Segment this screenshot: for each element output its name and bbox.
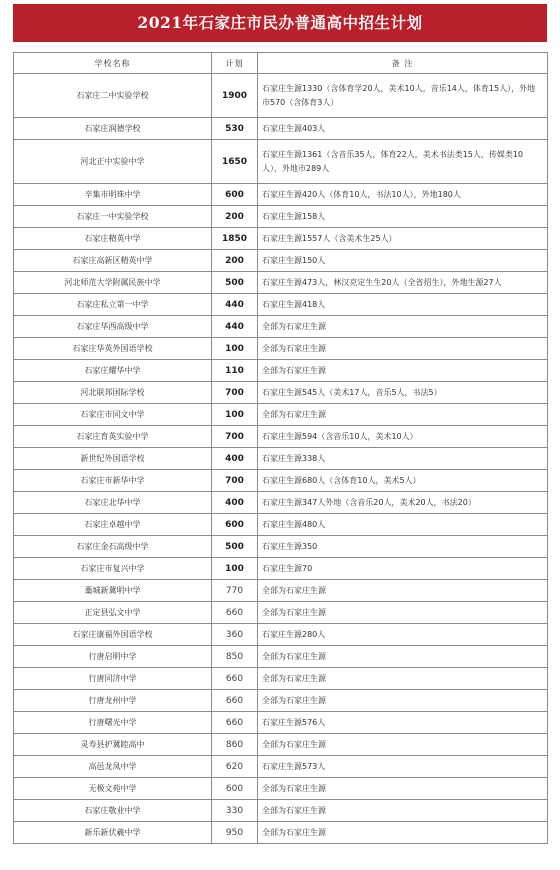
- school-name-cell: 石家庄润德学校: [14, 118, 212, 140]
- school-name-cell: 石家庄市复兴中学: [14, 558, 212, 580]
- school-name-cell: 无极文苑中学: [14, 778, 212, 800]
- table-row: [14, 250, 548, 272]
- table-row: [14, 74, 548, 118]
- note-cell: 石家庄生源573人: [258, 756, 548, 778]
- note-cell: 全部为石家庄生源: [258, 404, 548, 426]
- plan-count-cell: 850: [212, 646, 258, 668]
- plan-count-cell: 1900: [212, 74, 258, 118]
- note-cell: 石家庄生源150人: [258, 250, 548, 272]
- table-row: [14, 184, 548, 206]
- plan-count-cell: 600: [212, 778, 258, 800]
- plan-count-cell: 440: [212, 316, 258, 338]
- table-row: [14, 316, 548, 338]
- note-cell: 全部为石家庄生源: [258, 690, 548, 712]
- table-row: [14, 448, 548, 470]
- plan-count-cell: 600: [212, 514, 258, 536]
- school-name-cell: 石家庄耀华中学: [14, 360, 212, 382]
- note-cell: 全部为石家庄生源: [258, 338, 548, 360]
- school-name-cell: 行唐启明中学: [14, 646, 212, 668]
- note-cell: 石家庄生源158人: [258, 206, 548, 228]
- table-row: [14, 426, 548, 448]
- plan-count-cell: 100: [212, 558, 258, 580]
- table-row: [14, 624, 548, 646]
- table-row: [14, 404, 548, 426]
- school-name-cell: 石家庄育英实验中学: [14, 426, 212, 448]
- note-cell: 石家庄生源338人: [258, 448, 548, 470]
- note-cell: 石家庄生源680人（含体育10人，美术5人）: [258, 470, 548, 492]
- table-row: [14, 602, 548, 624]
- plan-count-cell: 100: [212, 404, 258, 426]
- table-row: [14, 228, 548, 250]
- plan-count-cell: 200: [212, 206, 258, 228]
- school-name-cell: 石家庄私立第一中学: [14, 294, 212, 316]
- note-cell: 全部为石家庄生源: [258, 602, 548, 624]
- plan-count-cell: 500: [212, 272, 258, 294]
- note-cell: 全部为石家庄生源: [258, 316, 548, 338]
- note-cell: 全部为石家庄生源: [258, 778, 548, 800]
- table-row: [14, 822, 548, 844]
- school-name-cell: 石家庄精英中学: [14, 228, 212, 250]
- note-cell: 全部为石家庄生源: [258, 668, 548, 690]
- school-name-cell: 石家庄高新区精英中学: [14, 250, 212, 272]
- plan-count-cell: 100: [212, 338, 258, 360]
- table-row: [14, 668, 548, 690]
- plan-count-cell: 440: [212, 294, 258, 316]
- enrollment-plan-table: [13, 52, 548, 844]
- table-row: [14, 800, 548, 822]
- table-row: [14, 294, 548, 316]
- note-cell: 石家庄生源1361（含音乐35人，体育22人，美术书法类15人，传媒类10人），外地市289人: [258, 140, 548, 184]
- plan-count-cell: 620: [212, 756, 258, 778]
- note-cell: 全部为石家庄生源: [258, 646, 548, 668]
- header-note: 备 注: [258, 53, 548, 74]
- table-row: [14, 382, 548, 404]
- note-cell: 石家庄生源403人: [258, 118, 548, 140]
- table-row: [14, 514, 548, 536]
- school-name-cell: 辛集市明珠中学: [14, 184, 212, 206]
- note-cell: 石家庄生源594（含音乐10人，美术10人）: [258, 426, 548, 448]
- plan-count-cell: 1850: [212, 228, 258, 250]
- school-name-cell: 河北联邦国际学校: [14, 382, 212, 404]
- school-name-cell: 石家庄敬业中学: [14, 800, 212, 822]
- table-row: [14, 536, 548, 558]
- school-name-cell: 行唐龙州中学: [14, 690, 212, 712]
- table-row: [14, 118, 548, 140]
- note-cell: 石家庄生源473人，林汉克定生生20人（全省招生），外地生源27人: [258, 272, 548, 294]
- table-row: [14, 690, 548, 712]
- note-cell: 石家庄生源70: [258, 558, 548, 580]
- table-row: [14, 360, 548, 382]
- school-name-cell: 河北正中实验中学: [14, 140, 212, 184]
- school-name-cell: 河北师范大学附属民族中学: [14, 272, 212, 294]
- table-body: [14, 74, 548, 844]
- note-cell: 石家庄生源480人: [258, 514, 548, 536]
- plan-count-cell: 1650: [212, 140, 258, 184]
- page-title: 2021年石家庄市民办普通高中招生计划: [13, 4, 547, 42]
- school-name-cell: 藁城新冀明中学: [14, 580, 212, 602]
- school-name-cell: 石家庄市同文中学: [14, 404, 212, 426]
- school-name-cell: 石家庄一中实验学校: [14, 206, 212, 228]
- note-cell: 石家庄生源545人（美术17人，音乐5人，书法5）: [258, 382, 548, 404]
- plan-count-cell: 200: [212, 250, 258, 272]
- plan-count-cell: 530: [212, 118, 258, 140]
- school-name-cell: 石家庄市新华中学: [14, 470, 212, 492]
- table-row: [14, 558, 548, 580]
- table-row: [14, 140, 548, 184]
- header-plan: 计划: [212, 53, 258, 74]
- school-name-cell: 新世纪外国语学校: [14, 448, 212, 470]
- table-row: [14, 756, 548, 778]
- plan-count-cell: 700: [212, 426, 258, 448]
- note-cell: 石家庄生源1557人（含美术生25人）: [258, 228, 548, 250]
- table-row: [14, 272, 548, 294]
- plan-count-cell: 770: [212, 580, 258, 602]
- table-row: [14, 338, 548, 360]
- note-cell: 石家庄生源418人: [258, 294, 548, 316]
- plan-count-cell: 660: [212, 668, 258, 690]
- table-row: [14, 734, 548, 756]
- note-cell: 石家庄生源280人: [258, 624, 548, 646]
- plan-count-cell: 700: [212, 470, 258, 492]
- note-cell: 全部为石家庄生源: [258, 822, 548, 844]
- plan-count-cell: 860: [212, 734, 258, 756]
- table-header-row: [14, 53, 548, 74]
- plan-count-cell: 500: [212, 536, 258, 558]
- header-school: 学校名称: [14, 53, 212, 74]
- table-row: [14, 712, 548, 734]
- table-row: [14, 580, 548, 602]
- school-name-cell: 灵寿县护冀睦高中: [14, 734, 212, 756]
- plan-count-cell: 600: [212, 184, 258, 206]
- note-cell: 全部为石家庄生源: [258, 580, 548, 602]
- plan-count-cell: 660: [212, 712, 258, 734]
- school-name-cell: 高邑龙凤中学: [14, 756, 212, 778]
- note-cell: 石家庄生源347人外地（含音乐20人，美术20人，书法20）: [258, 492, 548, 514]
- school-name-cell: 石家庄康福外国语学校: [14, 624, 212, 646]
- school-name-cell: 石家庄卓越中学: [14, 514, 212, 536]
- plan-count-cell: 950: [212, 822, 258, 844]
- note-cell: 石家庄生源1330（含体育学20人，美术10人，音乐14人，体育15人），外地市570（含体育3人）: [258, 74, 548, 118]
- plan-count-cell: 330: [212, 800, 258, 822]
- table-row: [14, 646, 548, 668]
- school-name-cell: 新乐新伏羲中学: [14, 822, 212, 844]
- note-cell: 全部为石家庄生源: [258, 360, 548, 382]
- table-row: [14, 778, 548, 800]
- note-cell: 全部为石家庄生源: [258, 800, 548, 822]
- plan-count-cell: 700: [212, 382, 258, 404]
- school-name-cell: 石家庄北华中学: [14, 492, 212, 514]
- note-cell: 石家庄生源350: [258, 536, 548, 558]
- school-name-cell: 行唐同济中学: [14, 668, 212, 690]
- plan-count-cell: 110: [212, 360, 258, 382]
- school-name-cell: 石家庄金石高级中学: [14, 536, 212, 558]
- school-name-cell: 石家庄华西高级中学: [14, 316, 212, 338]
- school-name-cell: 正定县弘文中学: [14, 602, 212, 624]
- table-row: [14, 470, 548, 492]
- note-cell: 石家庄生源576人: [258, 712, 548, 734]
- school-name-cell: 行唐曙光中学: [14, 712, 212, 734]
- plan-count-cell: 400: [212, 448, 258, 470]
- plan-count-cell: 660: [212, 690, 258, 712]
- note-cell: 石家庄生源420人（体育10人，书法10人），外地180人: [258, 184, 548, 206]
- plan-count-cell: 660: [212, 602, 258, 624]
- table-row: [14, 492, 548, 514]
- school-name-cell: 石家庄华英外国语学校: [14, 338, 212, 360]
- school-name-cell: 石家庄二中实验学校: [14, 74, 212, 118]
- plan-count-cell: 400: [212, 492, 258, 514]
- note-cell: 全部为石家庄生源: [258, 734, 548, 756]
- table-row: [14, 206, 548, 228]
- plan-count-cell: 360: [212, 624, 258, 646]
